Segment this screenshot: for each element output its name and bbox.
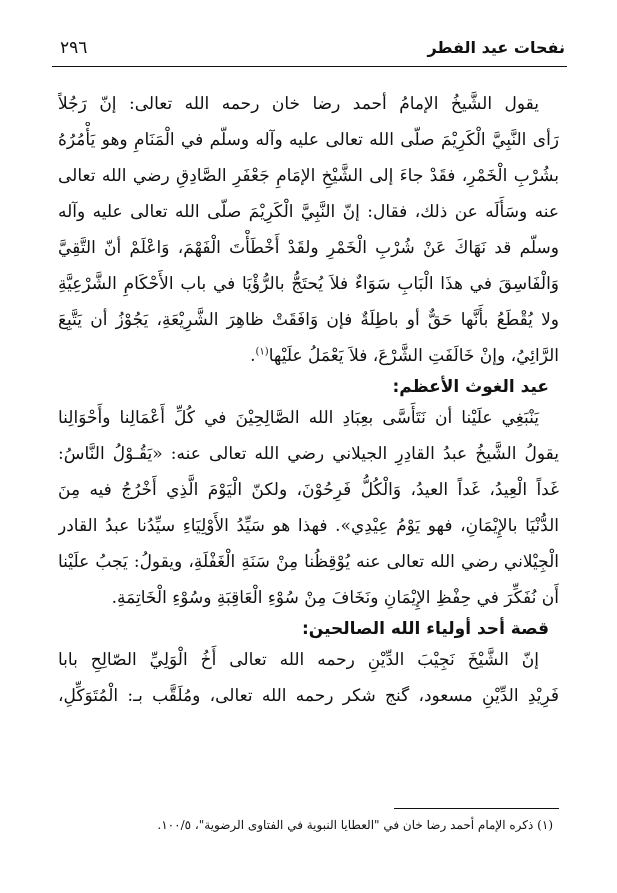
- section-heading: عيد الغوث الأعظم:: [392, 377, 549, 397]
- body-line: رَأى النَّبِيَّ الْكَرِيْمَ صلّى الله تعالى عليه وآله وسلّم في الْمَنَامِ وهو يَأْمُرُهُ: [58, 130, 559, 150]
- body-line: إنّ الشَّيْخَ نَجِيْبَ الدِّيْنِ رحمه الله تعالى أَخُ الْوَلِيِّ الصّالِحِ بابا: [58, 650, 539, 670]
- body-line: أَن نُفَكِّرَ في حِفْظِ الإِيْمَانِ ونَخَافَ مِنْ سُوْءِ الْعَاقِبَةِ وسُوْءِ الْخَاتِمَةِ.: [111, 588, 559, 608]
- running-title: نفحات عيد الفطر: [427, 38, 565, 57]
- footnote-rule: [394, 808, 559, 809]
- body-line: الدُّنْيَا بالإِيْمَانِ، فهو يَوْمُ عِيْدِي». فهذا هو سَيِّدُ الأَوْلِيَاءِ سيِّدُنا عبدُ القادر: [58, 516, 559, 536]
- body-line: يقولُ الشَّيخُ عبدُ القادِرِ الجيلاني رضي الله تعالى عنه: «يَقُـوْلُ النَّاسُ:: [58, 444, 559, 464]
- running-header: [52, 34, 565, 64]
- body-line: الْجِيْلاني رضي الله تعالى عنه يُوْقِظُنا مِنْ سَنَةِ الْغَفْلَةِ، ويقولُ: يَجبُ علَيْنا: [58, 552, 559, 572]
- body-line: يقول الشَّيخُ الإمامُ أحمد رضا خان رحمه الله تعالى: إنّ رَجُلاً: [58, 94, 539, 114]
- body-line: وَالْفَاسِقَ في هذَا الْبَابِ سَوَاءٌ فلاَ يُحتَجُّ بالرُّؤْيَا في باب الأَحْكَامِ الشَّرْعِيَّةِ: [58, 274, 559, 294]
- body-line: عنه وسَأَلَه عن ذلك، فقال: إنّ النَّبِيَّ الْكَرِيْمَ صلّى الله تعالى عليه وآله: [58, 202, 559, 222]
- body-line-text: الرَّائِيُ، وإنْ خَالَفَتِ الشَّرْعَ، فلاَ يَعْمَلُ علَيْها: [268, 346, 559, 366]
- body-line: ولا يُقْطَعُ بأَنَّها حَقٌّ أو باطِلَةٌ فإن وَافَقَتْ ظاهِرَ الشَّرِيْعَةِ، يَجُوْزُ أن يَتَّبِعَ: [58, 310, 559, 330]
- footnote: (١) ذكره الإمام أحمد رضا خان في "العطايا النبوية في الفتاوى الرضوية"، ١٠٠/٥.: [157, 818, 553, 832]
- header-rule: [52, 66, 567, 67]
- body-line: وسلّم قد نَهَاكَ عَنْ شُرْبِ الْخَمْرِ ولقَدْ أَخْطَأْتَ الْفَهْمَ، وَاعْلَمْ أنّ التَّقِيَّ: [58, 238, 559, 258]
- body-line: غَداً الْعِيدُ، غَداً العيدُ، وَالْكُلُّ فَرِحُوْنَ، ولكنّ الْيَوْمَ الَّذِي أَخْرُجُ فيه مِنَ: [58, 480, 559, 500]
- body-line: [58, 338, 559, 374]
- body-line: يَنْبَغِي علَيْنا أن نَتَأَسَّى بعِبَادِ الله الصَّالِحِيْنَ في كُلِّ أَعْمَالِنا وأَحْوَالِنا: [58, 408, 539, 428]
- footnote-marker[interactable]: (١): [255, 346, 269, 358]
- page-number: ٢٩٦: [60, 38, 88, 58]
- body-line: بشُرْبِ الْخَمْرِ، فقَدْ جاءَ إلى الشَّيْخِ الإمَامِ جَعْفَرِ الصَّادِقِ رضي الله تعالى: [58, 166, 559, 186]
- body-line: فَرِيْدِ الدِّيْنِ مسعود، گنج شكر رحمه الله تعالى، ومُلَقَّب بـ: الْمُتَوَكِّلِ،: [58, 686, 559, 706]
- page-body: [58, 86, 559, 714]
- section-heading: قصة أحد أولياء الله الصالحين:: [301, 619, 549, 639]
- body-line-end: .: [250, 346, 256, 366]
